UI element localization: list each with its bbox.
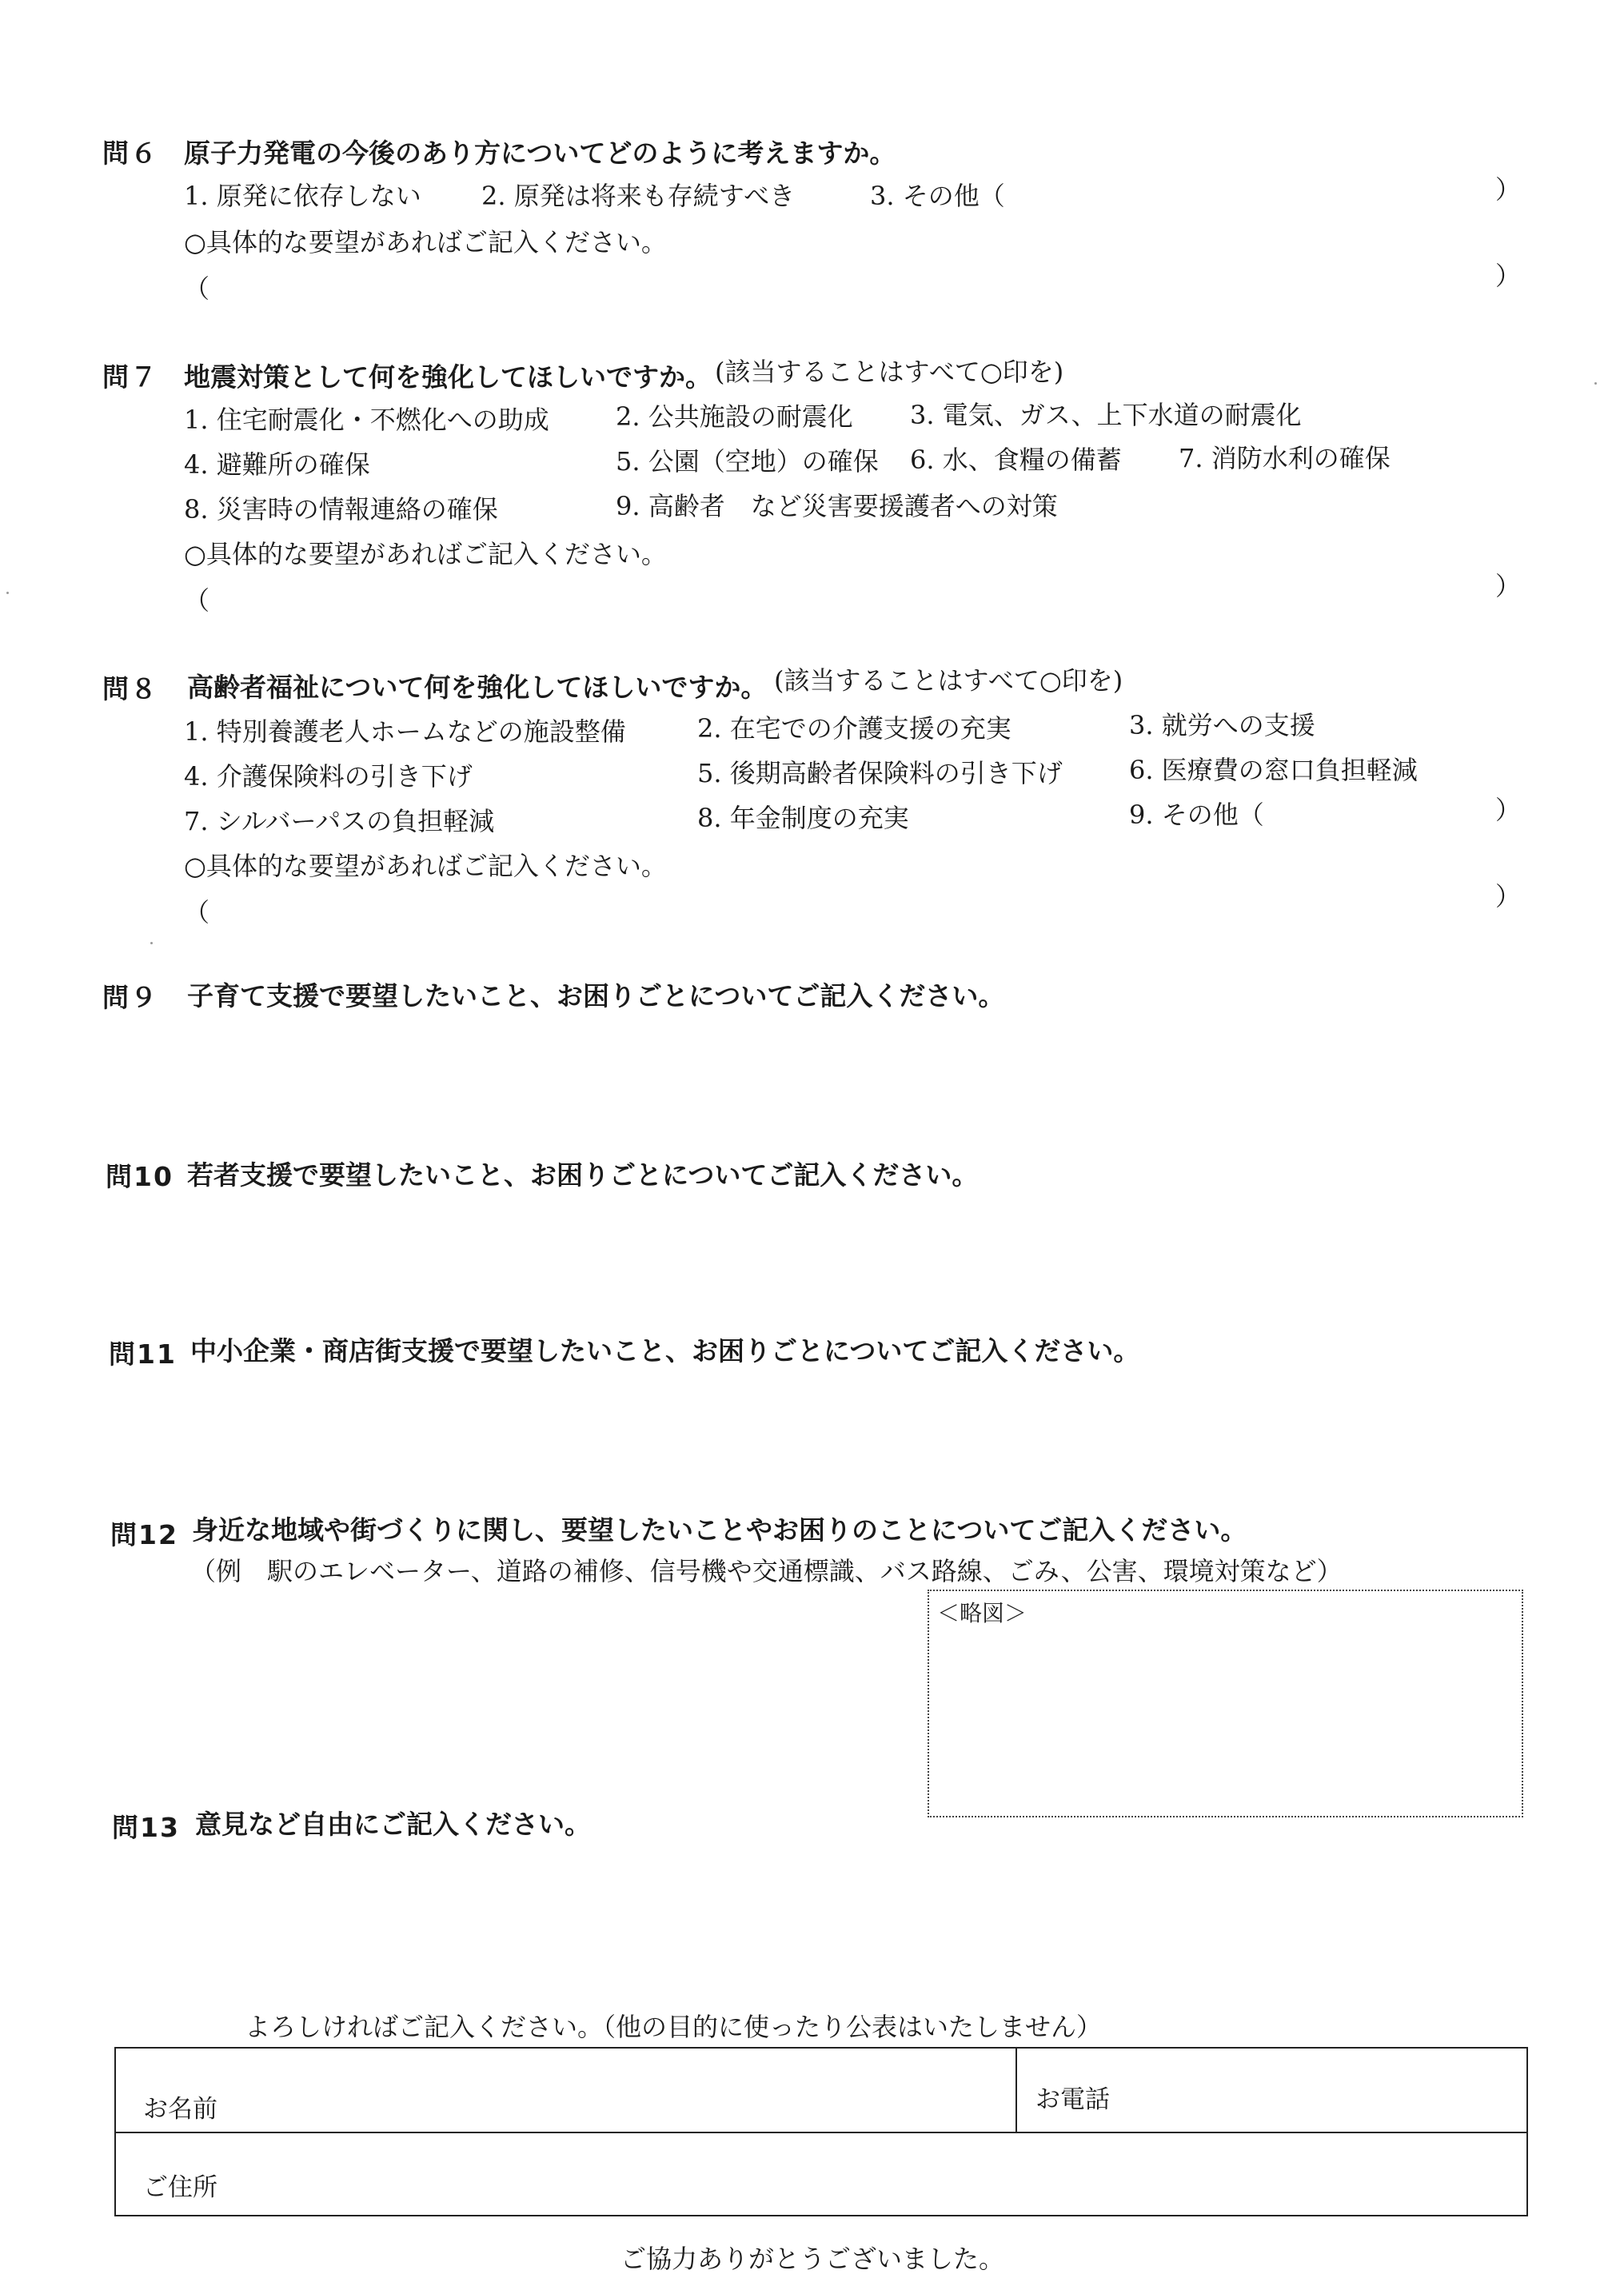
q6-option-3-num: 3. bbox=[870, 181, 895, 211]
q12-example: （例 駅のエレベーター、道路の補修、信号機や交通標識、バス路線、ごみ、公害、環境対策など） bbox=[190, 1556, 1343, 1586]
q7-option-4-num: 4. bbox=[184, 449, 209, 480]
sketch-label: ＜略図＞ bbox=[937, 1600, 1027, 1626]
q8-option-6-text: 医療費の窓口負担軽減 bbox=[1161, 755, 1418, 785]
q8-request-open-paren: （ bbox=[184, 897, 210, 928]
q7-option-1-num: 1. bbox=[184, 405, 209, 435]
q7-option-2-text: 公共施設の耐震化 bbox=[648, 401, 853, 432]
q13-label: 問13 bbox=[112, 1812, 180, 1843]
q7-option-3-num: 3. bbox=[910, 400, 935, 430]
q8-option-4-num: 4. bbox=[184, 761, 209, 792]
q8-option-5[interactable] bbox=[697, 753, 1063, 790]
scan-speck bbox=[1594, 382, 1597, 385]
contact-row-divider bbox=[116, 2132, 1526, 2133]
address-label: ご住所 bbox=[143, 2173, 217, 2202]
q8-option-8-text: 年金制度の充実 bbox=[729, 803, 909, 833]
q7-option-6-num: 6. bbox=[910, 445, 935, 475]
q6-option-2-num: 2. bbox=[481, 181, 506, 211]
q13-question: 意見など自由にご記入ください。 bbox=[195, 1809, 591, 1840]
q8-option-2-text: 在宅での介護支援の充実 bbox=[729, 713, 1012, 744]
q6-option-3-text: その他（ bbox=[902, 181, 1005, 211]
q8-option-4[interactable] bbox=[184, 756, 473, 793]
q8-request-prompt: ○具体的な要望があればご記入ください。 bbox=[184, 851, 667, 881]
q8-option-3-text: 就労への支援 bbox=[1161, 710, 1315, 740]
q9-question: 子育て支援で要望したいこと、お困りごとについてご記入ください。 bbox=[187, 980, 1005, 1011]
q8-option-8-num: 8. bbox=[697, 803, 722, 833]
q7-option-8[interactable] bbox=[184, 489, 498, 526]
q8-option-1[interactable] bbox=[184, 712, 626, 748]
q8-question: 高齢者福祉について何を強化してほしいですか。 bbox=[187, 672, 768, 703]
q6-option-2-text: 原発は将来も存続すべき bbox=[513, 181, 796, 211]
q8-option-9-text: その他（ bbox=[1161, 800, 1264, 830]
q8-option-9-num: 9. bbox=[1129, 800, 1154, 830]
q7-option-7[interactable] bbox=[1179, 438, 1391, 475]
q6-option-2[interactable] bbox=[481, 176, 795, 213]
q6-request-close-paren: ） bbox=[1495, 261, 1522, 291]
q6-option-1-text: 原発に依存しない bbox=[216, 181, 421, 211]
q10-label: 問10 bbox=[106, 1161, 174, 1192]
q12-question: 身近な地域や街づくりに関し、要望したいことやお困りのことについてご記入ください。 bbox=[192, 1514, 1247, 1546]
q9-label: 問９ bbox=[102, 982, 158, 1013]
q8-option-9-close-paren: ） bbox=[1495, 795, 1522, 825]
q8-option-1-text: 特別養護老人ホームなどの施設整備 bbox=[216, 716, 626, 747]
q7-option-5-num: 5. bbox=[616, 446, 640, 477]
q6-question: 原子力発電の今後のあり方についてどのように考えますか。 bbox=[184, 138, 896, 169]
sketch-box[interactable] bbox=[928, 1590, 1523, 1817]
q8-option-9[interactable] bbox=[1129, 795, 1264, 832]
q7-request-open-paren: （ bbox=[184, 585, 210, 616]
q8-option-3[interactable] bbox=[1129, 705, 1315, 742]
scan-speck bbox=[150, 942, 153, 944]
q8-option-2-num: 2. bbox=[697, 713, 722, 744]
q7-option-4-text: 避難所の確保 bbox=[216, 449, 370, 480]
q6-option-3-close-paren: ） bbox=[1495, 174, 1522, 205]
name-label: お名前 bbox=[143, 2095, 217, 2124]
q8-request-close-paren: ） bbox=[1495, 881, 1522, 912]
q7-option-8-text: 災害時の情報連絡の確保 bbox=[216, 494, 498, 525]
q8-option-5-text: 後期高齢者保険料の引き下げ bbox=[729, 758, 1063, 788]
q6-option-3[interactable] bbox=[870, 176, 1005, 213]
q7-label: 問７ bbox=[102, 361, 158, 393]
q6-option-1[interactable] bbox=[184, 176, 421, 213]
q7-option-3[interactable] bbox=[910, 395, 1302, 432]
q7-option-6[interactable] bbox=[910, 440, 1122, 477]
q7-option-3-text: 電気、ガス、上下水道の耐震化 bbox=[942, 400, 1302, 430]
q7-note: (該当することはすべて○印を) bbox=[715, 357, 1064, 387]
q7-option-7-text: 消防水利の確保 bbox=[1211, 443, 1391, 473]
q7-option-9-num: 9. bbox=[616, 491, 640, 521]
q8-note: (該当することはすべて○印を) bbox=[774, 665, 1123, 696]
q8-option-7[interactable] bbox=[184, 801, 494, 838]
q7-option-7-num: 7. bbox=[1179, 443, 1203, 473]
scan-speck bbox=[6, 592, 9, 594]
q7-option-4[interactable] bbox=[184, 445, 370, 481]
q7-option-1-text: 住宅耐震化・不燃化への助成 bbox=[216, 405, 549, 435]
q8-option-6-num: 6. bbox=[1129, 755, 1154, 785]
q7-option-9-text: 高齢者 など災害要援護者への対策 bbox=[648, 491, 1058, 521]
q8-label: 問８ bbox=[102, 673, 158, 704]
q8-option-2[interactable] bbox=[697, 708, 1012, 745]
q8-option-3-num: 3. bbox=[1129, 710, 1154, 740]
phone-label: お電話 bbox=[1035, 2085, 1110, 2114]
q7-request-prompt: ○具体的な要望があればご記入ください。 bbox=[184, 539, 667, 569]
q6-request-prompt: ○具体的な要望があればご記入ください。 bbox=[184, 227, 667, 257]
closing-message: ご協力ありがとうございました。 bbox=[620, 2244, 1005, 2274]
q10-question: 若者支援で要望したいこと、お困りごとについてご記入ください。 bbox=[187, 1159, 979, 1191]
q7-option-8-num: 8. bbox=[184, 494, 209, 525]
q11-question: 中小企業・商店街支援で要望したいこと、お困りごとについてご記入ください。 bbox=[190, 1335, 1140, 1366]
q7-option-2-num: 2. bbox=[616, 401, 640, 432]
q7-request-close-paren: ） bbox=[1495, 571, 1522, 601]
q7-option-5-text: 公園（空地）の確保 bbox=[648, 446, 879, 477]
q7-option-9[interactable] bbox=[616, 486, 1058, 523]
q6-request-open-paren: （ bbox=[184, 273, 210, 304]
q8-option-8[interactable] bbox=[697, 798, 909, 835]
q8-option-7-text: シルバーパスの負担軽減 bbox=[216, 806, 495, 836]
q8-option-4-text: 介護保険料の引き下げ bbox=[216, 761, 473, 792]
contact-table bbox=[114, 2047, 1528, 2216]
q7-option-1[interactable] bbox=[184, 400, 549, 437]
q6-option-1-num: 1. bbox=[184, 181, 209, 211]
q8-option-6[interactable] bbox=[1129, 750, 1418, 787]
q12-label: 問12 bbox=[110, 1519, 178, 1550]
q6-label: 問６ bbox=[102, 138, 158, 169]
contact-intro: よろしければご記入ください。（他の目的に使ったり公表はいたしません） bbox=[245, 2012, 1103, 2042]
q8-option-7-num: 7. bbox=[184, 806, 209, 836]
q8-option-1-num: 1. bbox=[184, 716, 209, 747]
q11-label: 問11 bbox=[109, 1338, 177, 1370]
q7-option-5[interactable] bbox=[616, 441, 879, 478]
contact-column-divider bbox=[1015, 2049, 1017, 2132]
q8-option-5-num: 5. bbox=[697, 758, 722, 788]
q7-question: 地震対策として何を強化してほしいですか。 bbox=[184, 361, 712, 393]
q7-option-6-text: 水、食糧の備蓄 bbox=[942, 445, 1122, 475]
q7-option-2[interactable] bbox=[616, 397, 853, 433]
